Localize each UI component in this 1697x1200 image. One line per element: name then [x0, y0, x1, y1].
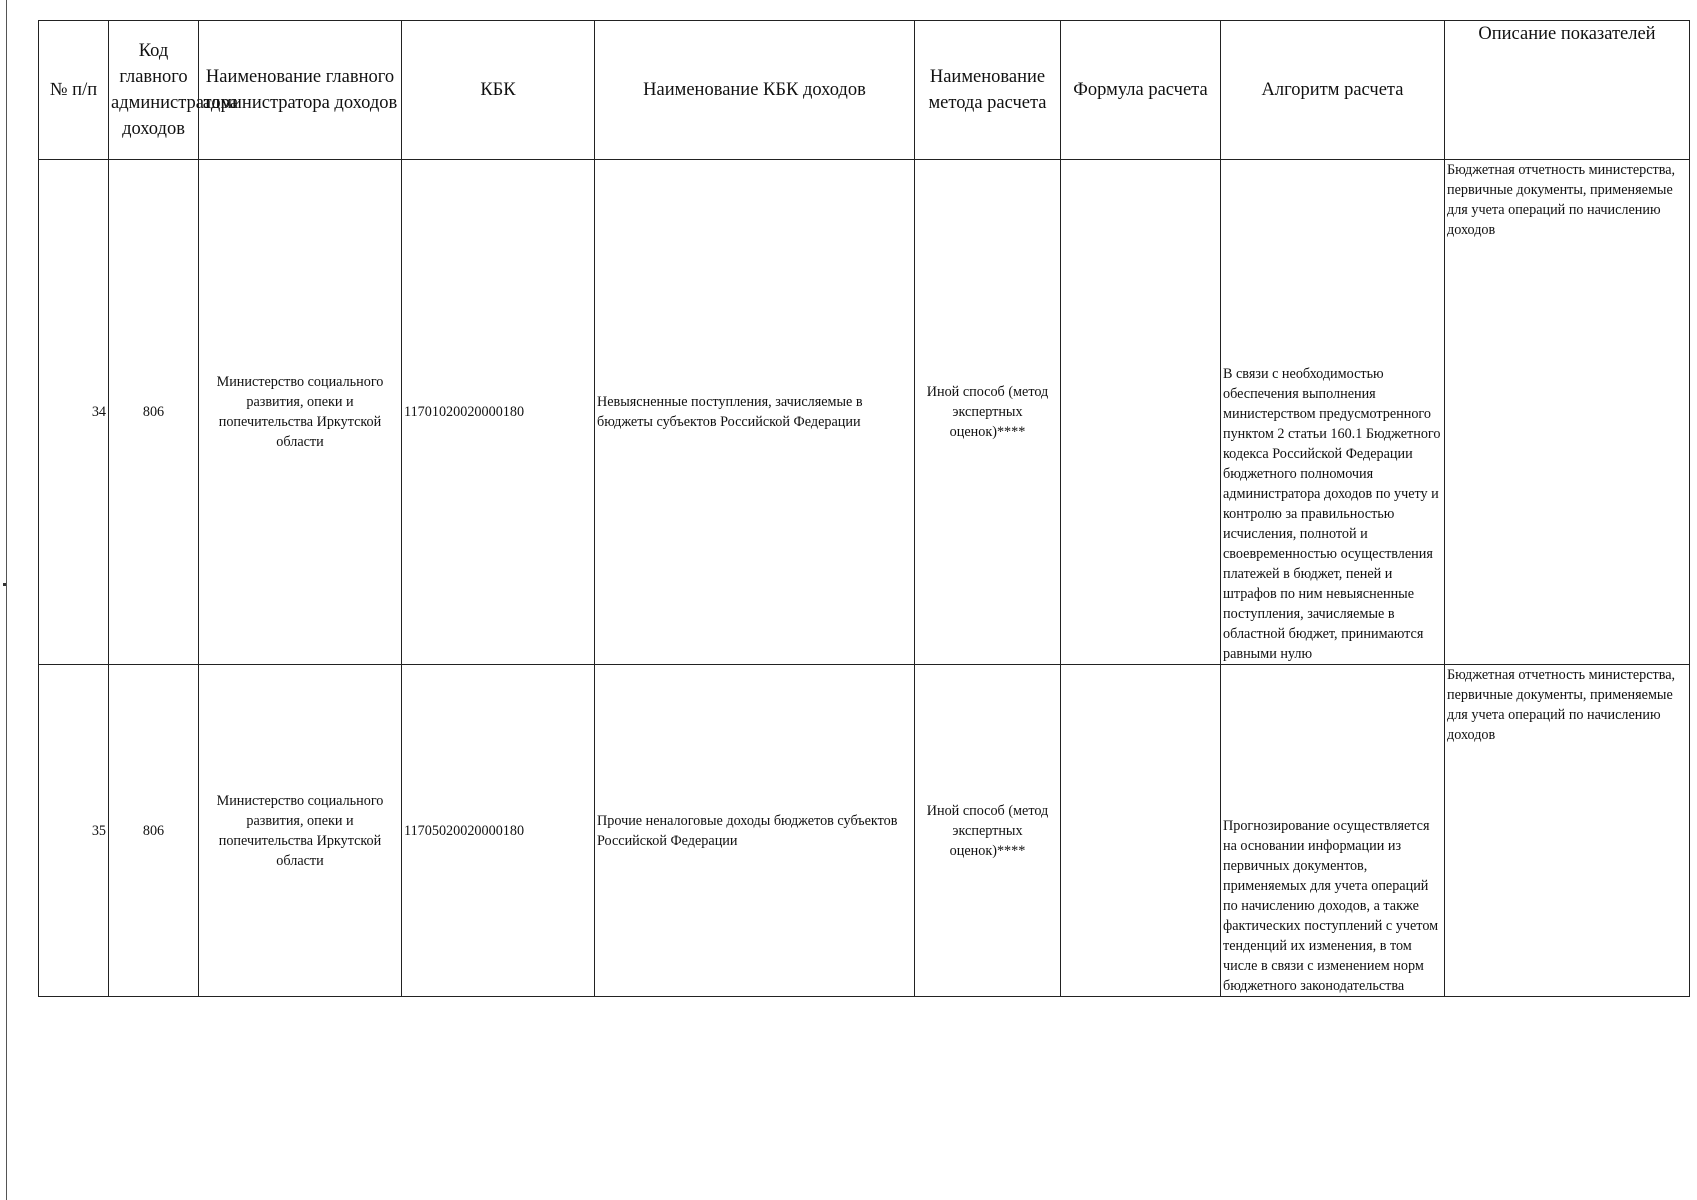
header-description: Описание показателей	[1445, 21, 1690, 160]
admin-name-cell: Министерство социального развития, опеки и попечительства Иркутской области	[199, 160, 402, 665]
formula-cell	[1061, 160, 1221, 665]
revenue-forecast-table	[38, 20, 1690, 997]
description-cell: Бюджетная отчетность министерства, первичные документы, применяемые для учета операций по начислению доходов	[1445, 160, 1690, 665]
header-kbk: КБК	[402, 21, 595, 160]
kbk-cell: 11705020020000180	[402, 665, 595, 997]
row-number: 34	[39, 160, 109, 665]
admin-code-cell: 806	[109, 160, 199, 665]
kbk-cell: 11701020020000180	[402, 160, 595, 665]
kbk-name-cell: Прочие неналоговые доходы бюджетов субъектов Российской Федерации	[595, 665, 915, 997]
formula-cell	[1061, 665, 1221, 997]
row-number: 35	[39, 665, 109, 997]
method-cell: Иной способ (метод экспертных оценок)****	[915, 665, 1061, 997]
header-num: № п/п	[39, 21, 109, 160]
table-header	[39, 21, 1690, 160]
header-admin-code: Код главного администратора доходов	[109, 21, 199, 160]
header-method: Наименование метода расчета	[915, 21, 1061, 160]
header-admin-name: Наименование главного администратора доходов	[199, 21, 402, 160]
header-kbk-name: Наименование КБК доходов	[595, 21, 915, 160]
scan-left-edge-line	[6, 0, 7, 1200]
algorithm-cell: В связи с необходимостью обеспечения выполнения министерством предусмотренного пунктом 2 статьи 160.1 Бюджетного кодекса Российской Федерации бюджетного полномочия администратора доходов по учету и контролю за правильностью исчисления, полнотой и своевременностью осуществления платежей в бюджет, пеней и штрафов по ним невыясненные поступления, зачисляемые в областной бюджет, принимаются равными нулю	[1221, 160, 1445, 665]
method-cell: Иной способ (метод экспертных оценок)****	[915, 160, 1061, 665]
kbk-name-cell: Невыясненные поступления, зачисляемые в бюджеты субъектов Российской Федерации	[595, 160, 915, 665]
table-row	[39, 160, 1690, 665]
scan-mark	[3, 583, 6, 586]
table-row	[39, 665, 1690, 997]
header-algorithm: Алгоритм расчета	[1221, 21, 1445, 160]
admin-name-cell: Министерство социального развития, опеки и попечительства Иркутской области	[199, 665, 402, 997]
header-formula: Формула расчета	[1061, 21, 1221, 160]
table-body	[39, 160, 1690, 997]
admin-code-cell: 806	[109, 665, 199, 997]
algorithm-cell: Прогнозирование осуществляется на основании информации из первичных документов, применяемых для учета операций по начислению доходов, а также фактических поступлений с учетом тенденций их изменения, в том числе в связи с изменением норм бюджетного законодательства	[1221, 665, 1445, 997]
description-cell: Бюджетная отчетность министерства, первичные документы, применяемые для учета операций по начислению доходов	[1445, 665, 1690, 997]
